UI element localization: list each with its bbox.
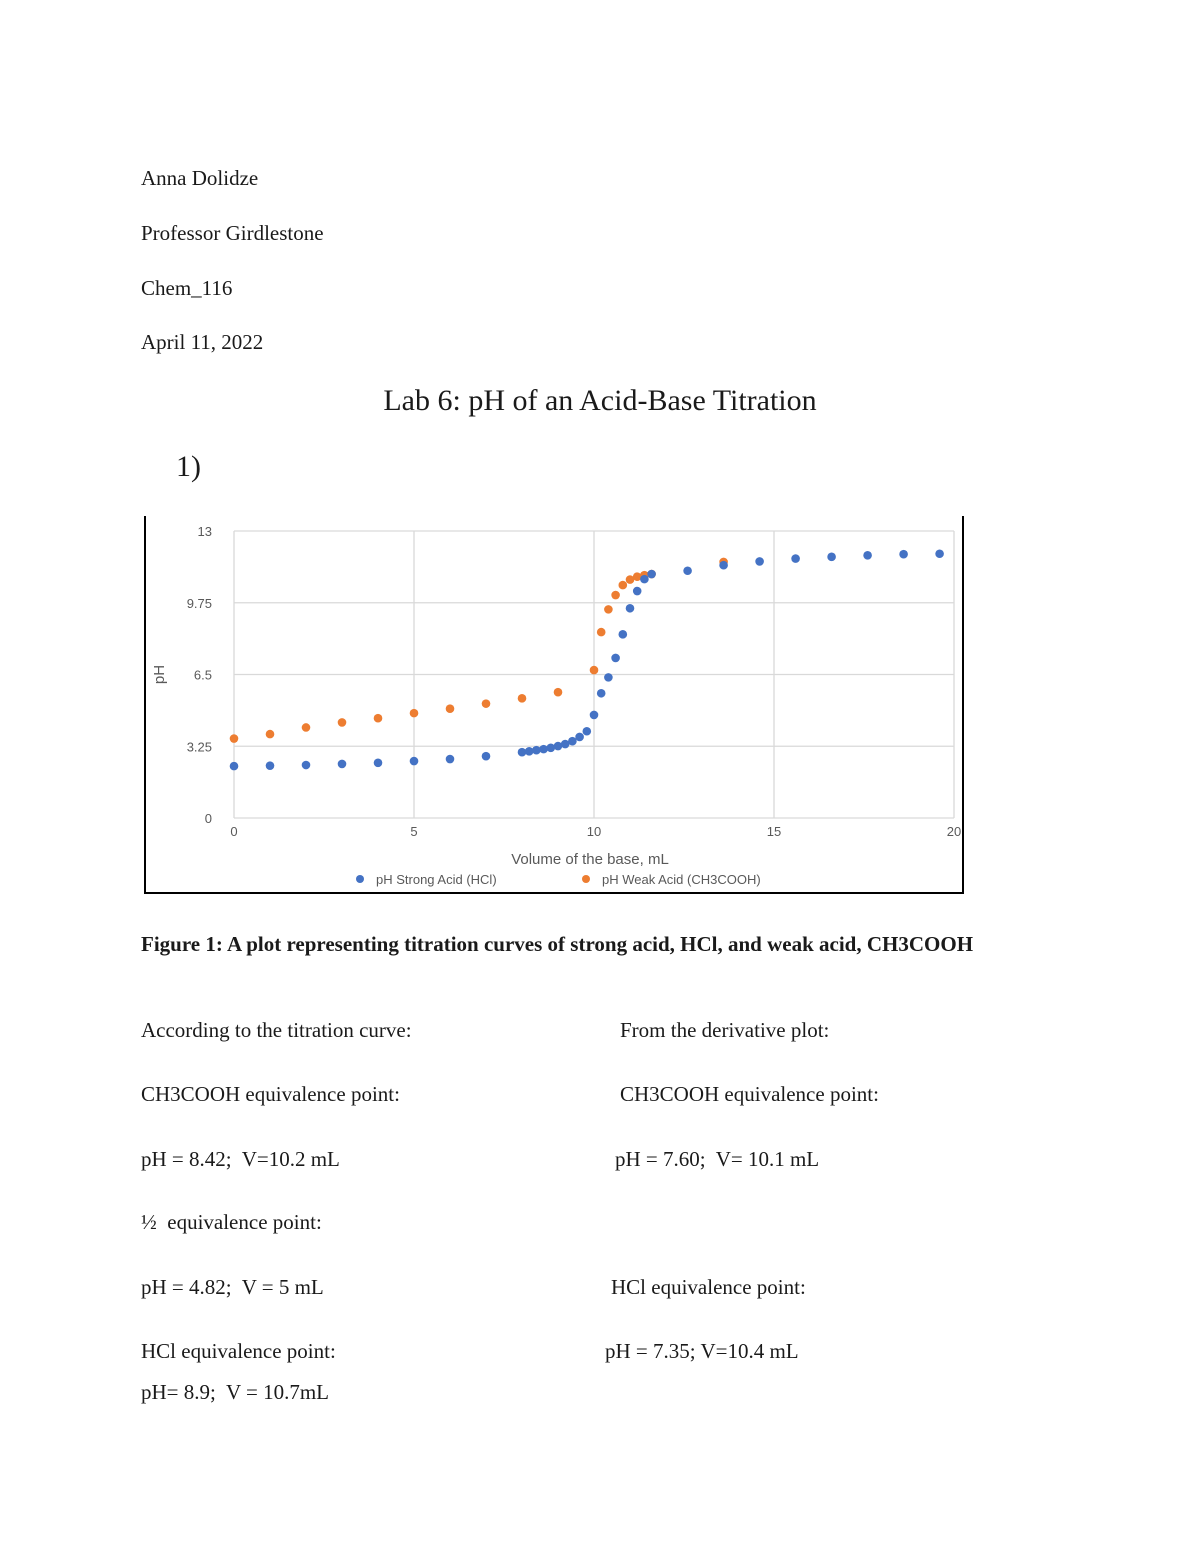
strong-acid-point [583,727,592,736]
legend-weak-label: pH Weak Acid (CH3COOH) [602,872,761,887]
strong-acid-point [626,604,635,613]
document-title: Lab 6: pH of an Acid-Base Titration [383,384,817,417]
strong-acid-point [374,759,383,768]
strong-acid-point [719,561,728,570]
weak-acid-point [518,694,527,703]
weak-acid-point [482,699,491,708]
x-tick-label: 15 [766,824,782,839]
weak-acid-point [338,718,347,727]
weak-acid-point [302,723,311,732]
right-line-3: pH = 7.60; V= 10.1 mL [615,1147,820,1171]
weak-acid-point [554,688,563,697]
weak-acid-point [604,605,613,614]
left-line-3: pH = 8.42; V=10.2 mL [141,1147,340,1171]
legend-strong-marker [356,875,364,883]
strong-acid-point [611,654,620,663]
strong-acid-point [539,745,548,754]
figure-caption: Figure 1: A plot representing titration curves of strong acid, HCl, and weak acid, CH3COOH [141,932,974,956]
strong-acid-point [755,557,764,566]
strong-acid-point [590,711,599,720]
right-line-4: HCl equivalence point: [611,1275,806,1299]
left-line-7: pH= 8.9; V = 10.7mL [141,1380,330,1404]
y-tick-label: 13 [197,524,212,539]
strong-acid-point [683,566,692,575]
x-axis-label: Volume of the base, mL [511,851,669,868]
author-name: Anna Dolidze [141,166,259,190]
left-line-1: According to the titration curve: [141,1018,412,1042]
strong-acid-point [935,549,944,558]
legend-weak-marker [582,875,590,883]
strong-acid-point [597,689,606,698]
strong-acid-point [410,757,419,766]
strong-acid-point [791,554,800,563]
strong-acid-point [446,755,455,764]
question-number: 1) [176,450,201,483]
weak-acid-point [410,709,419,718]
strong-acid-point [532,746,541,755]
weak-acid-point [619,581,628,590]
weak-acid-point [597,628,606,637]
y-axis-label: pH [151,664,168,685]
x-tick-label: 10 [586,824,602,839]
strong-acid-point [547,743,556,752]
right-line-5: pH = 7.35; V=10.4 mL [605,1339,799,1363]
strong-acid-point [647,570,656,579]
left-line-2: CH3COOH equivalence point: [141,1082,400,1106]
strong-acid-point [568,737,577,746]
strong-acid-point [525,747,534,756]
strong-acid-point [899,550,908,559]
left-line-6: HCl equivalence point: [141,1339,336,1363]
weak-acid-point [611,591,620,600]
legend-strong-label: pH Strong Acid (HCl) [376,872,497,887]
x-tick-label: 5 [410,824,418,839]
right-line-1: From the derivative plot: [620,1018,830,1042]
strong-acid-point [619,630,628,639]
strong-acid-point [338,760,347,769]
strong-acid-point [266,761,275,770]
strong-acid-point [640,575,649,584]
strong-acid-point [827,553,836,562]
right-line-2: CH3COOH equivalence point: [620,1082,879,1106]
weak-acid-point [374,714,383,723]
chart-svg [146,516,962,892]
strong-acid-point [633,587,642,596]
weak-acid-point [266,730,275,739]
strong-acid-point [482,752,491,761]
report-date: April 11, 2022 [141,330,264,354]
strong-acid-point [575,733,584,742]
y-tick-label: 6.5 [193,667,212,683]
professor-name: Professor Girdlestone [141,221,324,245]
y-tick-label: 9.75 [186,595,212,611]
y-tick-label: 0 [204,811,212,826]
weak-acid-point [230,734,239,743]
strong-acid-point [302,761,311,770]
left-line-4: ½ equivalence point: [141,1210,322,1234]
course-code: Chem_116 [141,276,233,300]
strong-acid-point [230,762,239,771]
left-line-5: pH = 4.82; V = 5 mL [141,1275,324,1299]
x-tick-label: 0 [230,824,238,839]
strong-acid-point [604,673,613,682]
weak-acid-point [446,704,455,713]
weak-acid-point [590,666,599,675]
titration-chart [144,516,964,894]
x-tick-label: 20 [946,824,962,839]
strong-acid-point [863,551,872,560]
strong-acid-point [554,742,563,751]
y-tick-label: 3.25 [186,739,212,755]
